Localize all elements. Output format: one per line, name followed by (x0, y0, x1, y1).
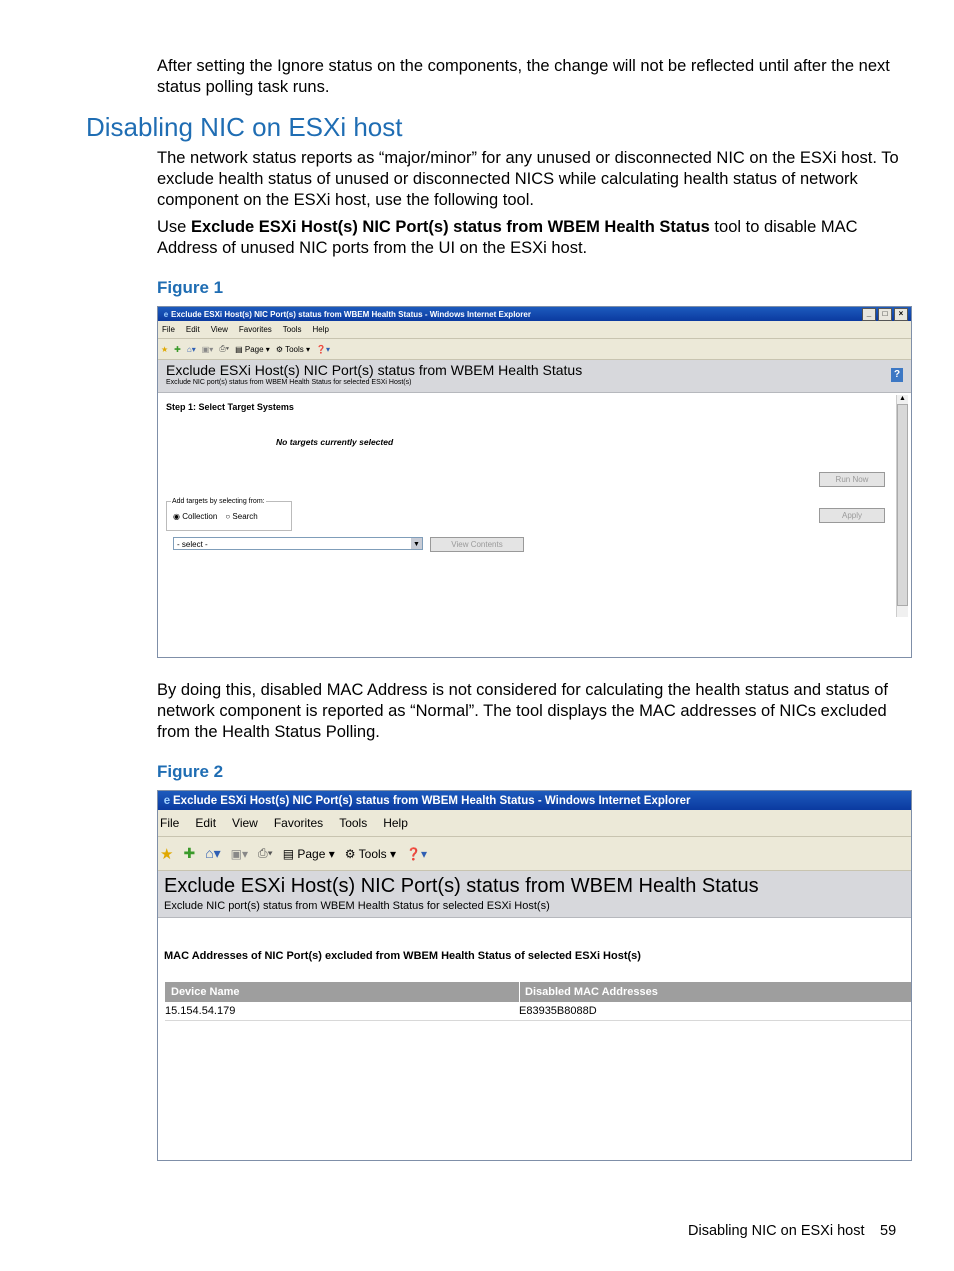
figure-2-screenshot (157, 790, 912, 1161)
page-header (158, 871, 911, 918)
page-menu[interactable]: ▤ Page ▾ (282, 846, 335, 861)
home-icon[interactable]: ⌂▾ (205, 845, 221, 861)
tools-menu-label: Tools (285, 344, 304, 354)
tools-menu[interactable]: ⚙ Tools ▾ (344, 846, 397, 861)
tools-menu-label: Tools (358, 846, 387, 861)
maximize-button[interactable]: □ (878, 308, 892, 321)
gear-icon: ⚙ (344, 846, 356, 861)
paragraph-2-suffix: tool to disable MAC Address of unused NIC ports from the UI on the ESXi host. (157, 218, 858, 257)
feeds-icon[interactable]: ▣▾ (230, 846, 249, 861)
paragraph-2 (157, 217, 902, 259)
menu-edit[interactable]: Edit (195, 816, 217, 830)
window-controls (862, 308, 911, 321)
add-favorites-icon[interactable]: ✚ (183, 845, 196, 861)
figure-2-label: Figure 2 (157, 762, 224, 781)
page-subtitle: Exclude NIC port(s) status from WBEM Health Status for selected ESXi Host(s) (166, 379, 412, 386)
radio-search[interactable]: ○ Search (225, 512, 258, 521)
print-icon[interactable]: ⎙▾ (258, 846, 273, 860)
figure-1-label: Figure 1 (157, 278, 224, 297)
page-menu[interactable]: ▤ Page ▾ (235, 344, 270, 354)
feeds-icon[interactable]: ▣▾ (201, 344, 214, 354)
device-name-cell: 15.154.54.179 (165, 1005, 236, 1017)
ie-title-bar (158, 307, 911, 321)
view-contents-button[interactable]: View Contents (430, 537, 524, 552)
page-subtitle: Exclude NIC port(s) status from WBEM Health Status for selected ESXi Host(s) (164, 900, 550, 912)
menu-file[interactable]: File (160, 816, 180, 830)
chevron-down-icon: ▼ (411, 538, 422, 549)
menu-view[interactable]: View (210, 325, 228, 334)
footer-title: Disabling NIC on ESXi host (688, 1223, 865, 1239)
table-header-row (165, 982, 911, 1002)
tool-name: Exclude ESXi Host(s) NIC Port(s) status from WBEM Health Status (190, 218, 710, 236)
run-now-button[interactable]: Run Now (819, 472, 885, 487)
menu-tools[interactable]: Tools (339, 816, 368, 830)
paragraph-2-prefix: Use (157, 218, 191, 236)
page-header (158, 360, 911, 393)
tools-menu[interactable]: ⚙ Tools ▾ (275, 344, 310, 354)
page-title: Exclude ESXi Host(s) NIC Port(s) status from WBEM Health Status (164, 875, 759, 897)
table-row[interactable] (165, 1003, 911, 1021)
add-favorites-icon[interactable]: ✚ (174, 344, 181, 354)
step-heading: Step 1: Select Target Systems (166, 402, 294, 412)
menu-view[interactable]: View (232, 816, 258, 830)
menu-favorites[interactable]: Favorites (273, 816, 324, 830)
section-heading: Disabling NIC on ESXi host (86, 112, 403, 142)
menu-file[interactable]: File (162, 325, 175, 334)
figure-1-screenshot (157, 306, 912, 658)
paragraph-1: The network status reports as “major/minor” for any unused or disconnected NIC on the ESXi host. To exclude health status of unused or disconnected NICS while calculating health status of network component on the ESXi host, use the following tool. (157, 149, 899, 209)
content-area (158, 393, 911, 656)
help-question-icon[interactable]: ? (891, 368, 903, 382)
intro-paragraph: After setting the Ignore status on the components, the change will not be reflected until after the next status polling task runs. (157, 57, 890, 96)
minimize-button[interactable]: _ (862, 308, 876, 321)
target-select[interactable] (173, 537, 423, 550)
home-icon[interactable]: ⌂▾ (186, 344, 196, 354)
page-title: Exclude ESXi Host(s) NIC Port(s) status from WBEM Health Status (166, 362, 583, 378)
page-number: 59 (880, 1223, 897, 1239)
ie-logo-icon: e (163, 309, 169, 319)
table-heading: MAC Addresses of NIC Port(s) excluded from WBEM Health Status of selected ESXi Host(s) (164, 950, 641, 962)
command-bar (158, 339, 911, 360)
menu-help[interactable]: Help (312, 325, 329, 334)
menu-edit[interactable]: Edit (185, 325, 200, 334)
page-menu-label: Page (244, 344, 264, 354)
target-select-value: - select - (177, 540, 208, 549)
menu-bar (158, 810, 911, 837)
content-area (158, 918, 911, 1158)
column-device-name[interactable]: Device Name (165, 982, 520, 1002)
help-icon[interactable]: ❓▾ (406, 846, 427, 861)
add-targets-legend: Add targets by selecting from: (172, 498, 265, 505)
favorites-star-icon[interactable]: ★ (161, 344, 169, 354)
column-disabled-mac[interactable]: Disabled MAC Addresses (525, 986, 658, 998)
menu-help[interactable]: Help (383, 816, 408, 830)
apply-button[interactable]: Apply (819, 508, 885, 523)
favorites-star-icon[interactable]: ★ (160, 845, 174, 863)
ie-logo-icon: e (163, 794, 171, 807)
scrollbar[interactable] (896, 395, 908, 617)
add-targets-group (166, 498, 292, 531)
mac-address-cell: E83935B8088D (519, 1005, 597, 1017)
help-icon[interactable]: ❓▾ (316, 344, 330, 354)
scroll-thumb[interactable] (897, 404, 908, 606)
radio-collection-label: Collection (182, 512, 218, 521)
radio-collection[interactable]: ◉ Collection (173, 512, 218, 521)
no-targets-message: No targets currently selected (276, 437, 394, 447)
paragraph-3: By doing this, disabled MAC Address is not considered for calculating the health status and status of network component is reported as “Normal”. The tool displays the MAC addresses of NICs excluded from the Health Status Polling. (157, 681, 889, 741)
command-bar (158, 837, 911, 871)
menu-tools[interactable]: Tools (282, 325, 302, 334)
window-title: Exclude ESXi Host(s) NIC Port(s) status from WBEM Health Status - Windows Internet Explorer (173, 794, 691, 807)
scroll-up-icon[interactable]: ▲ (899, 395, 906, 402)
page-icon: ▤ (235, 344, 243, 354)
ie-title-bar (158, 791, 911, 810)
page-menu-label: Page (297, 846, 326, 861)
radio-search-label: Search (232, 512, 258, 521)
gear-icon: ⚙ (275, 344, 283, 354)
window-title: Exclude ESXi Host(s) NIC Port(s) status from WBEM Health Status - Windows Internet Explorer (171, 309, 531, 319)
close-button[interactable]: × (894, 308, 908, 321)
menu-favorites[interactable]: Favorites (238, 325, 272, 334)
print-icon[interactable]: ⎙▾ (219, 344, 230, 353)
menu-bar (158, 321, 911, 339)
page-icon: ▤ (282, 846, 295, 861)
